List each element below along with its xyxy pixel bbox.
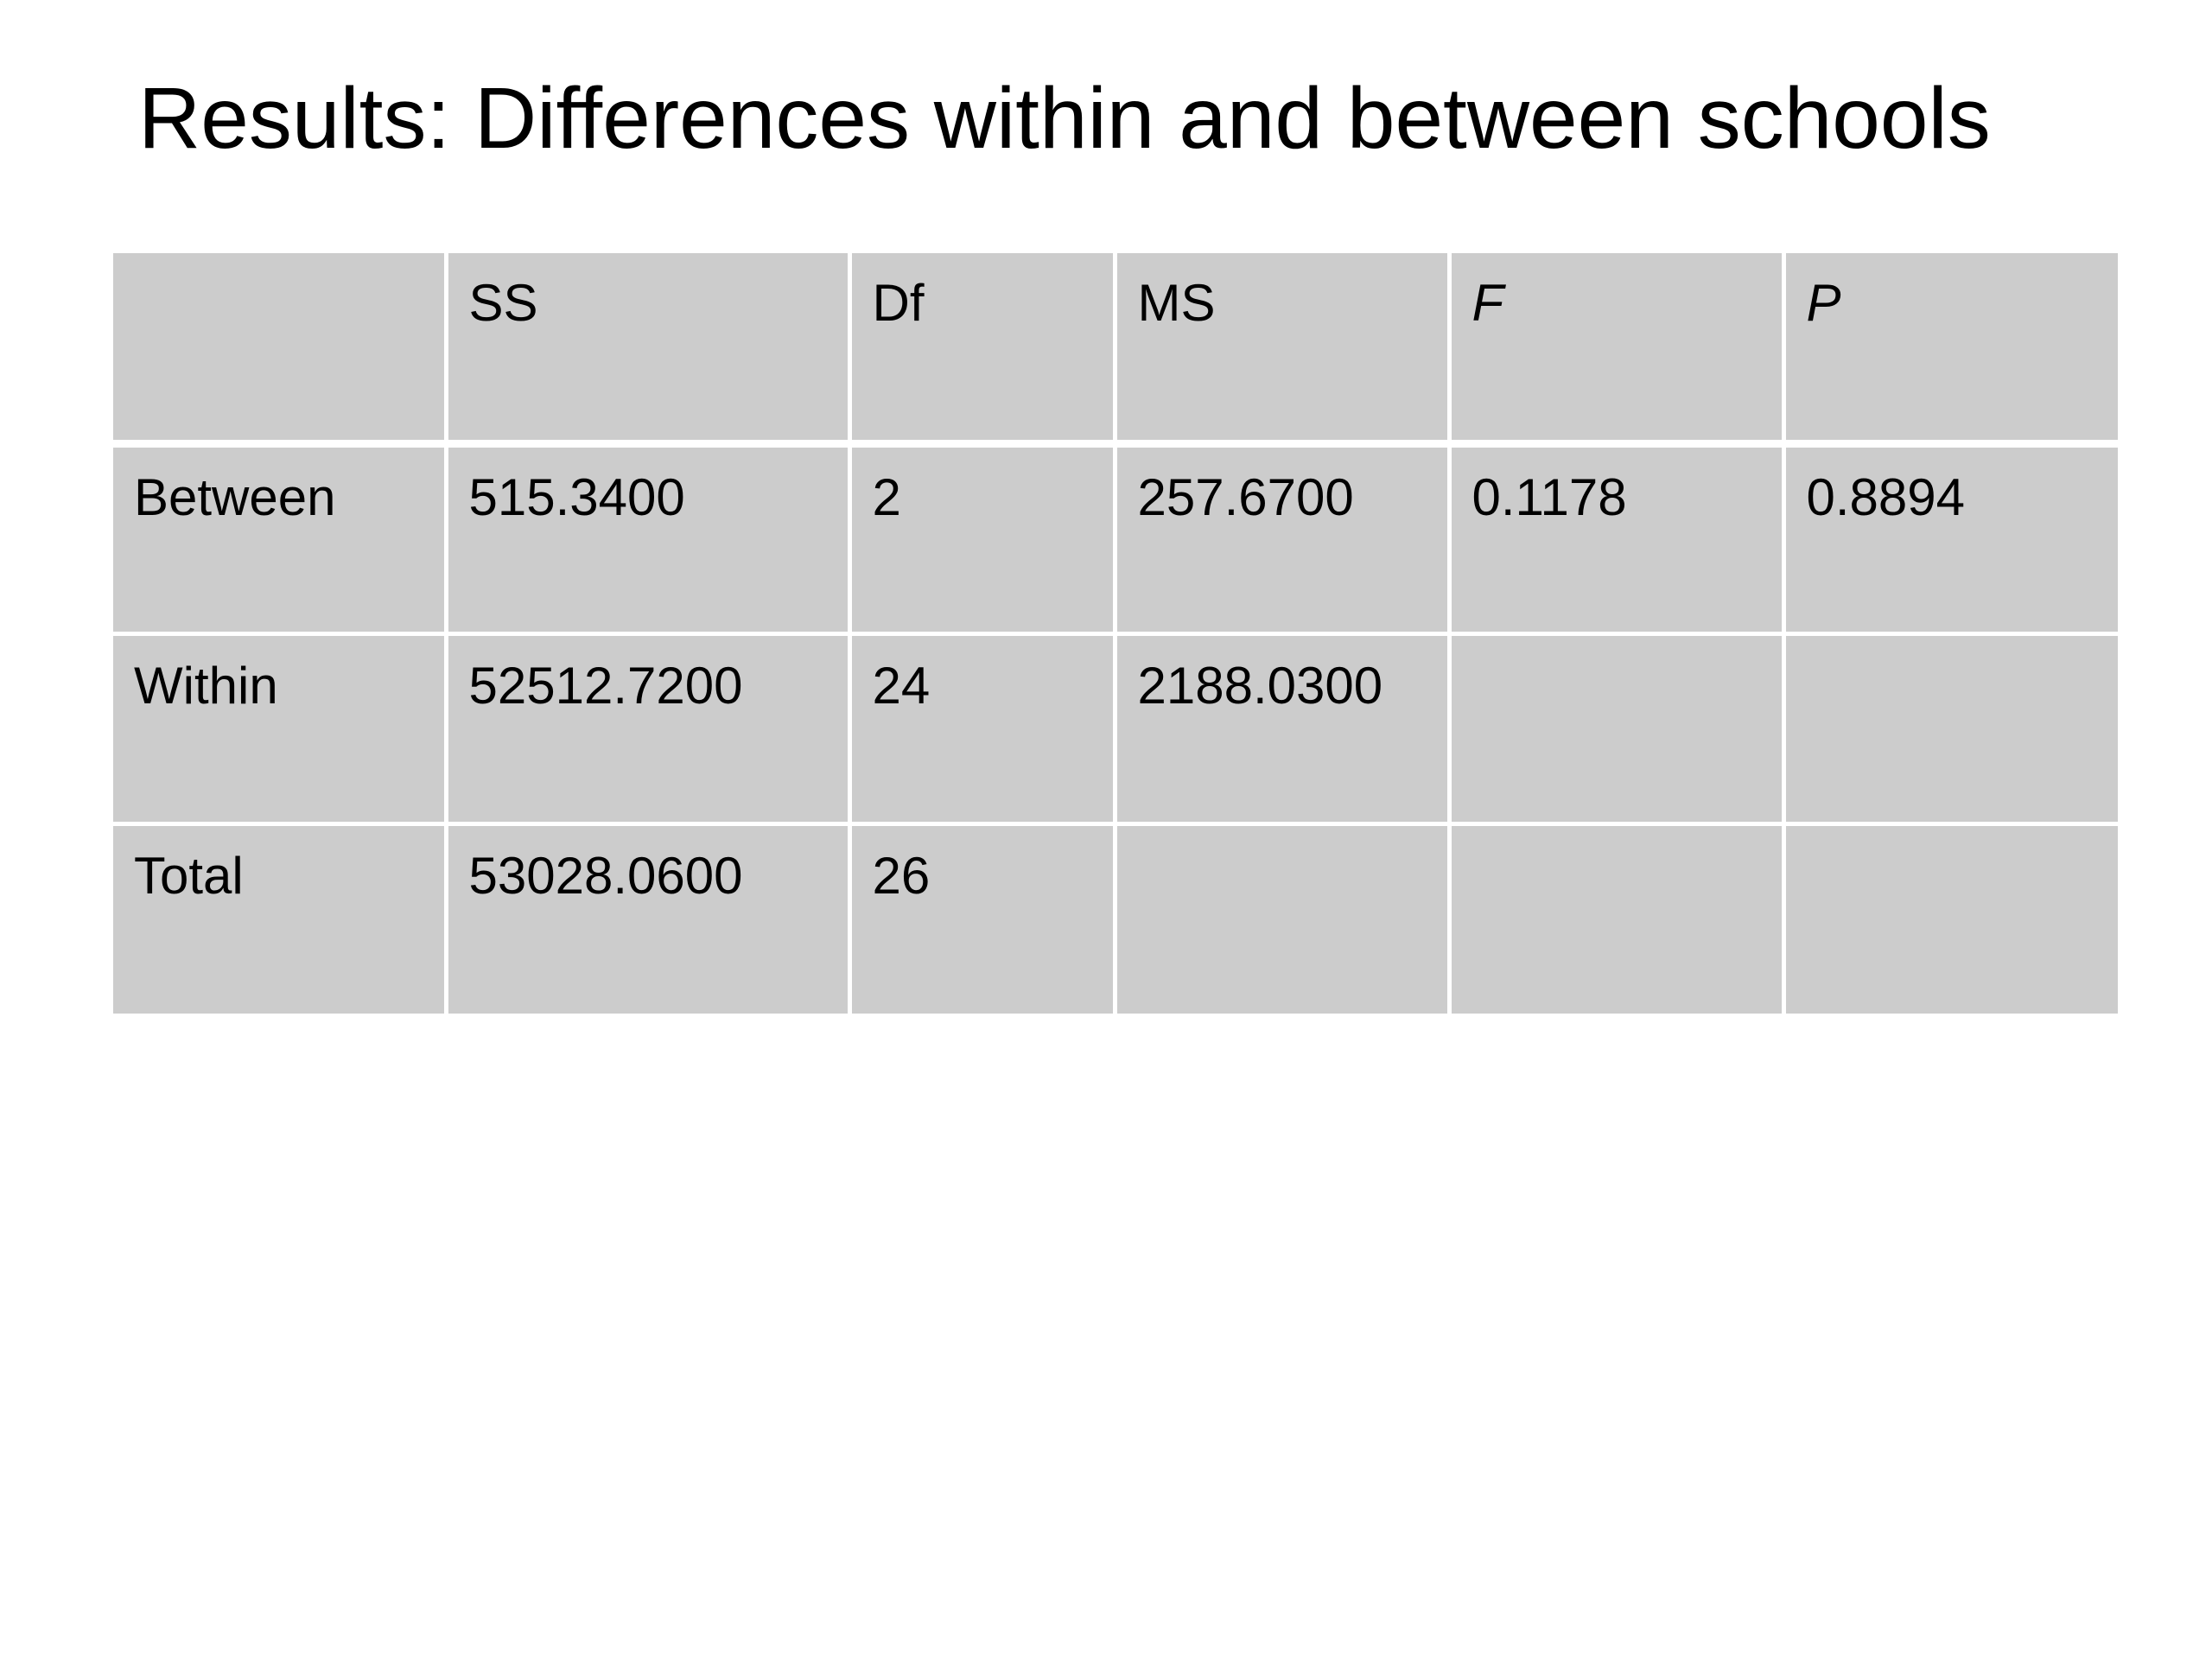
header-cell-f: F (1449, 253, 1783, 443)
header-cell-df: Df (849, 253, 1115, 443)
header-cell-ms: MS (1115, 253, 1449, 443)
anova-table (113, 253, 2118, 1014)
f-cell (1449, 823, 1783, 1014)
p-cell (1783, 633, 2118, 823)
df-cell: 26 (849, 823, 1115, 1014)
header-cell-empty (113, 253, 446, 443)
p-cell: 0.8894 (1783, 443, 2118, 633)
f-cell (1449, 633, 1783, 823)
ms-cell (1115, 823, 1449, 1014)
table-row-total (113, 823, 2118, 1014)
ss-cell: 52512.7200 (446, 633, 849, 823)
header-cell-p: P (1783, 253, 2118, 443)
ms-cell: 2188.0300 (1115, 633, 1449, 823)
table-row-within (113, 633, 2118, 823)
ss-cell: 515.3400 (446, 443, 849, 633)
df-cell: 2 (849, 443, 1115, 633)
df-cell: 24 (849, 633, 1115, 823)
table-header-row (113, 253, 2118, 443)
ss-cell: 53028.0600 (446, 823, 849, 1014)
table-row-between (113, 443, 2118, 633)
row-label-cell: Within (113, 633, 446, 823)
slide-title: Results: Differences within and between schools (138, 70, 1991, 167)
row-label-cell: Between (113, 443, 446, 633)
row-label-cell: Total (113, 823, 446, 1014)
ms-cell: 257.6700 (1115, 443, 1449, 633)
header-cell-ss: SS (446, 253, 849, 443)
f-cell: 0.1178 (1449, 443, 1783, 633)
p-cell (1783, 823, 2118, 1014)
